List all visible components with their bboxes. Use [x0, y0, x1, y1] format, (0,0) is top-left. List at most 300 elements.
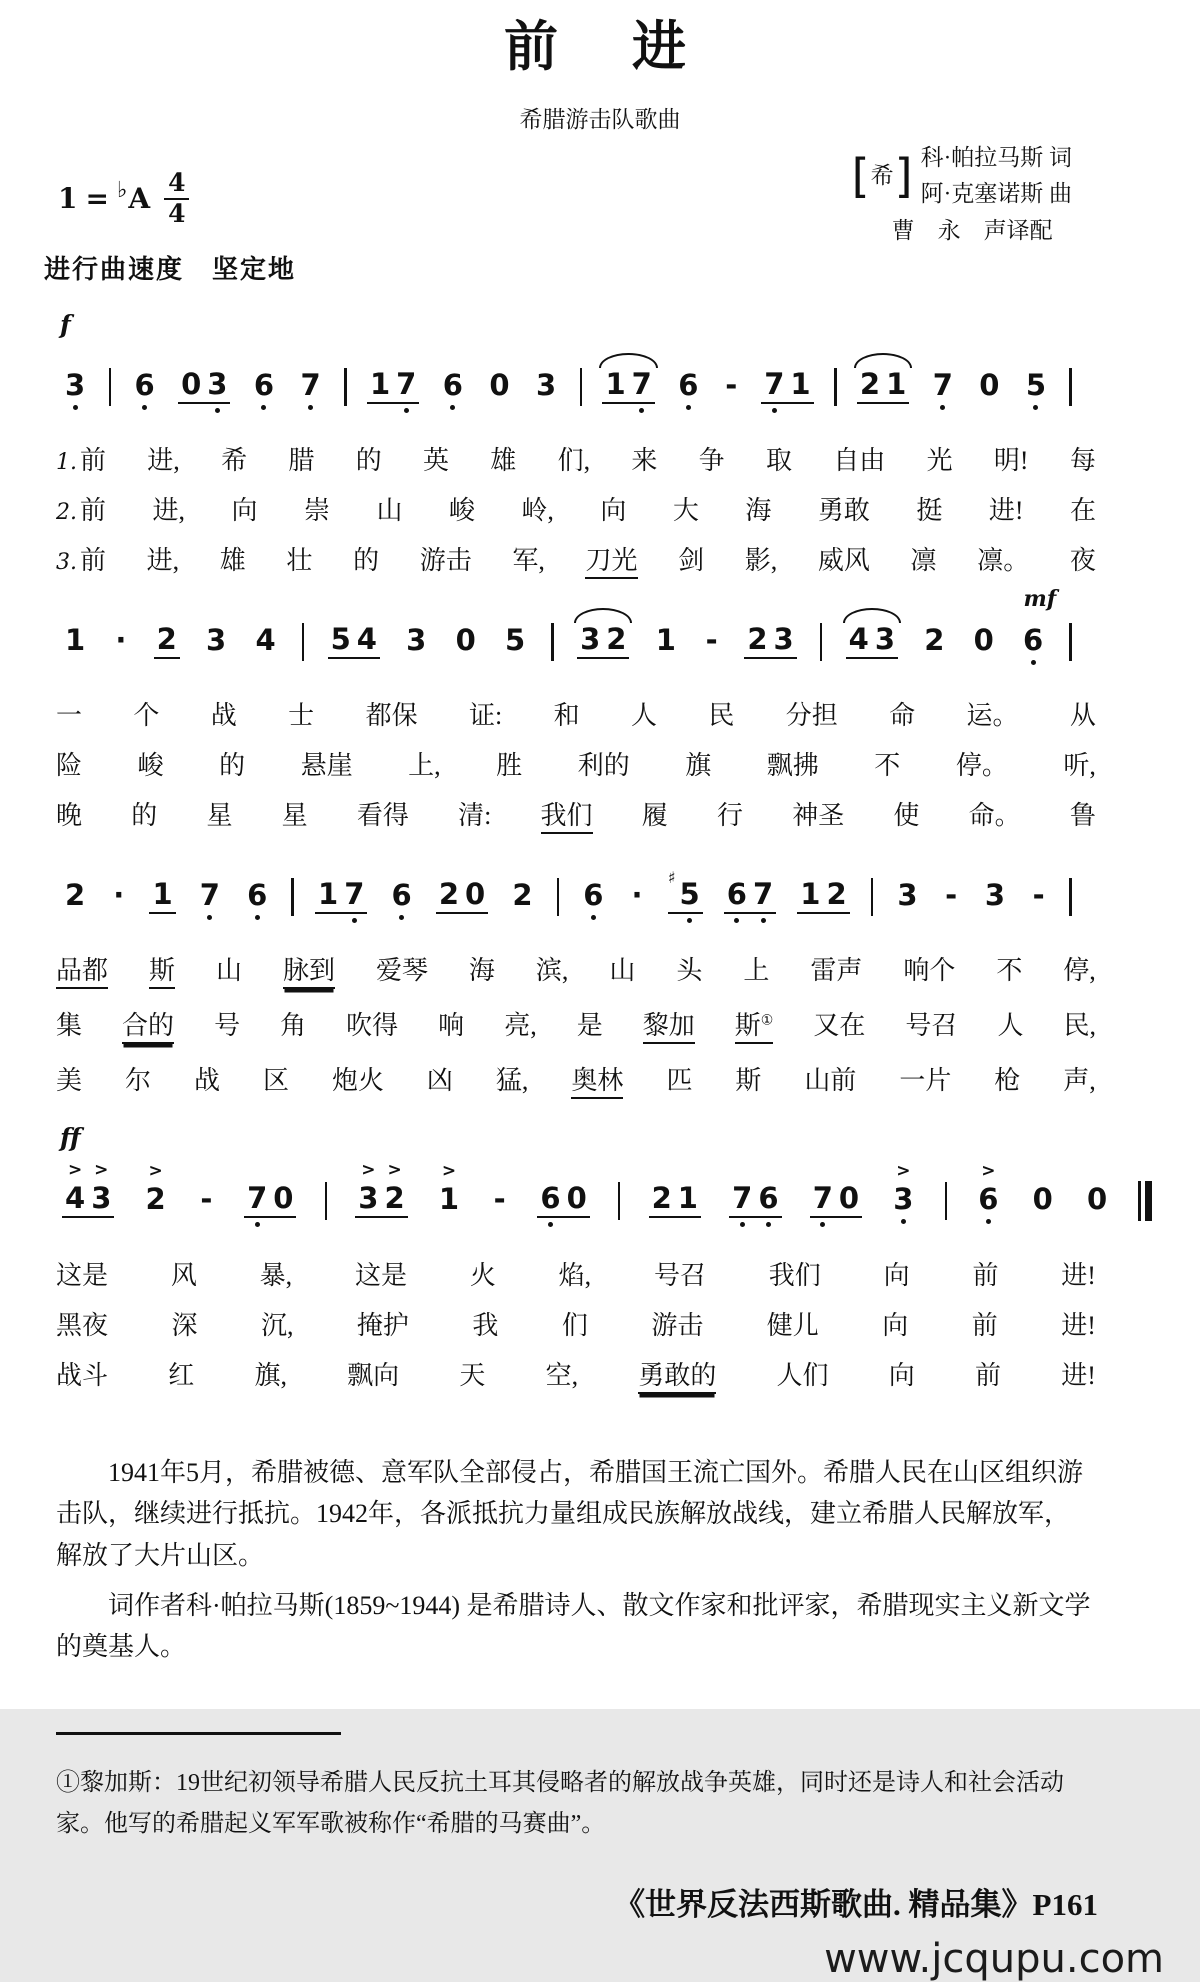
lyric-token: 游击	[651, 1310, 704, 1340]
lyric-token: 1. 前	[56, 445, 107, 475]
credit-main	[852, 140, 1072, 211]
octave-dot	[940, 405, 945, 410]
lyric-token: 勇敢的	[638, 1363, 716, 1394]
octave-dot	[1033, 405, 1038, 410]
key-equals: =	[85, 182, 109, 216]
octave-dot	[1031, 660, 1036, 665]
note: 2 3	[744, 625, 796, 659]
barline	[344, 368, 347, 406]
time-signature-beats: 4	[164, 170, 189, 199]
note: 7 1	[761, 370, 813, 404]
lyric-token: 个	[133, 700, 160, 730]
note: 7	[930, 371, 956, 403]
lyric-token: 胜	[496, 750, 523, 780]
lyric-token: 取	[765, 445, 792, 475]
note: 1 >	[438, 1160, 460, 1216]
dynamic-marking: f	[60, 309, 71, 339]
note: 6	[244, 881, 270, 913]
note: 7 6	[729, 1184, 781, 1218]
octave-dot	[399, 915, 404, 920]
lyric-token: 号召	[905, 1010, 958, 1040]
octave-dot	[255, 1222, 260, 1227]
lyric-token: 证:	[468, 700, 503, 730]
lyric-token: 旗	[685, 750, 712, 780]
note: 6 >	[975, 1185, 1001, 1217]
lyric-token: 凛	[910, 545, 937, 575]
note: 5	[504, 622, 526, 657]
notation-line	[0, 350, 1200, 424]
lyric-token: 我们	[541, 803, 593, 834]
note: 2 0	[436, 880, 488, 914]
lyric-token: 向	[600, 495, 627, 525]
verse-number: 2.	[56, 499, 77, 525]
lyric-token: 凛。	[977, 545, 1030, 575]
lyric-token: 山前	[804, 1065, 857, 1095]
barline	[871, 878, 874, 916]
lyric-token: 每	[1069, 445, 1096, 475]
rest-note: 0	[973, 622, 994, 657]
lyric-token: 声,	[1063, 1065, 1096, 1095]
page-title: 前 进	[504, 17, 696, 77]
lyric-token: 来	[631, 445, 658, 475]
lyric-line	[0, 700, 1200, 730]
barline	[1069, 368, 1072, 406]
note: ♯ 5	[668, 880, 703, 914]
note: 1 7	[315, 880, 367, 914]
barline	[1069, 878, 1072, 916]
lyric-token: 健儿	[766, 1310, 819, 1340]
note: 6	[440, 371, 466, 403]
barline	[551, 623, 554, 661]
lyric-token: 们,	[557, 445, 591, 475]
note: 3 >	[890, 1185, 916, 1217]
note: 4 3	[846, 625, 898, 659]
note: 0 3	[178, 370, 230, 404]
footnote-ref: ①	[760, 1013, 774, 1029]
lyric-token: 斯	[735, 1065, 762, 1095]
lyric-token: 影,	[744, 545, 778, 575]
lyric-token: 凶	[426, 1065, 453, 1095]
lyric-token: 斯	[149, 958, 175, 989]
lyric-token: 响个	[903, 955, 956, 985]
note: 4	[255, 622, 276, 657]
lyric-line	[0, 955, 1200, 989]
lyric-line	[0, 1260, 1200, 1290]
origin-label: 希	[870, 162, 894, 188]
lyric-token: 进!	[1061, 1310, 1096, 1340]
author-paragraph: 词作者科·帕拉马斯(1859~1944) 是希腊诗人、散文作家和批评家，希腊现实主义新文学的奠基人。	[56, 1590, 1091, 1662]
lyric-token: 匹	[666, 1065, 693, 1095]
lyric-token: 鲁	[1069, 800, 1096, 830]
lyric-token: 响	[438, 1010, 465, 1040]
lyric-token: 不	[874, 750, 901, 780]
note: 2 >	[145, 1160, 166, 1216]
lyric-token: 角	[280, 1010, 307, 1040]
note: 3	[897, 877, 918, 912]
dynamic-marking: ff	[60, 1122, 81, 1152]
lyric-token: 夜	[1069, 545, 1096, 575]
note: 3	[984, 877, 1005, 912]
lyric-token: 焰,	[558, 1260, 592, 1290]
song-subtitle: 希腊游击队歌曲	[519, 107, 681, 133]
lyric-token: 是	[576, 1010, 603, 1040]
note: 6	[389, 881, 415, 913]
music-system	[0, 310, 1200, 579]
lyric-token: 从	[1069, 700, 1096, 730]
lyric-token: 雷声	[810, 955, 863, 985]
lyric-token: 游击	[419, 545, 472, 575]
barline	[291, 878, 294, 916]
lyric-token: 清:	[458, 800, 492, 830]
barline	[109, 368, 112, 406]
notation-line	[0, 1159, 1200, 1239]
sharp-icon: ♯	[667, 867, 676, 887]
lyric-token: 战斗	[56, 1360, 109, 1390]
origin-bracket-open: [	[851, 148, 870, 203]
dash-note: -	[1032, 877, 1045, 912]
lyric-token: 区	[262, 1065, 289, 1095]
note: 5	[1023, 371, 1049, 403]
accent-mark: >	[981, 1160, 996, 1181]
lyric-token: 和	[553, 700, 580, 730]
music-notation	[0, 310, 1200, 1394]
lyric-line	[0, 800, 1200, 834]
lyric-token: 品都	[56, 958, 108, 989]
lyric-token: 进!	[988, 495, 1024, 525]
lyric-token: 战	[210, 700, 237, 730]
lyric-token: 风	[170, 1260, 197, 1290]
slur-arc	[574, 608, 632, 623]
slur-arc	[843, 608, 901, 623]
lyric-token: 人们	[776, 1360, 829, 1390]
note: 5 4	[328, 625, 380, 659]
lyric-token: 们	[561, 1310, 588, 1340]
lyricist-credit: 科·帕拉马斯 词	[920, 145, 1072, 170]
credits-block	[852, 140, 1072, 249]
lyric-token: 3. 前	[56, 545, 107, 575]
note: 6	[580, 881, 606, 913]
octave-dot	[207, 915, 212, 920]
lyric-token: 剑	[678, 545, 705, 575]
lyric-line	[0, 495, 1200, 525]
lyric-token: 前	[971, 1310, 998, 1340]
lyric-token: 的	[355, 445, 382, 475]
accent-mark: >	[94, 1159, 109, 1180]
lyric-token: 山	[376, 495, 403, 525]
lyric-token: 号召	[653, 1260, 706, 1290]
barline	[580, 368, 583, 406]
lyric-token: 飘拂	[766, 750, 819, 780]
lyric-token: 崇	[303, 495, 330, 525]
barline	[325, 1182, 328, 1220]
translator-credit: 曹 永 声译配	[891, 218, 1053, 244]
lyric-token: 掩护	[356, 1310, 409, 1340]
lyric-line	[0, 1310, 1200, 1340]
lyric-token: 又在	[813, 1010, 866, 1040]
note: 7 0	[810, 1184, 862, 1218]
lyric-token: 进,	[152, 495, 185, 525]
tempo-marking: 进行曲速度 坚定地	[44, 254, 297, 284]
lyric-token: 滨,	[535, 955, 569, 985]
lyric-token: 的	[131, 800, 158, 830]
rest-note: 0	[979, 367, 1000, 402]
lyric-token: 向	[231, 495, 258, 525]
note: 1	[65, 622, 86, 657]
music-system	[0, 860, 1200, 1099]
lyric-token: 向	[882, 1310, 909, 1340]
note: 7	[297, 371, 323, 403]
lyric-token: 威风	[817, 545, 870, 575]
note: 3 2	[577, 625, 629, 659]
lyric-token: 空,	[545, 1360, 579, 1390]
lyric-token: 人	[997, 1010, 1024, 1040]
dynamic-marking: mf	[1023, 585, 1057, 612]
barline	[302, 623, 305, 661]
lyric-token: 前	[972, 1260, 999, 1290]
dash-note: -	[725, 367, 738, 402]
barline	[834, 368, 837, 406]
lyric-token: 光	[926, 445, 953, 475]
octave-dot	[548, 1222, 553, 1227]
lyric-token: 我	[472, 1310, 499, 1340]
lyric-token: 黑夜	[56, 1310, 109, 1340]
lyric-token: 不	[996, 955, 1023, 985]
lyric-token: 命	[889, 700, 916, 730]
time-signature	[164, 170, 189, 227]
note: 7	[197, 881, 223, 913]
lyric-token: 进,	[146, 545, 180, 575]
lyric-token: 星	[281, 800, 308, 830]
lyric-token: 在	[1069, 495, 1096, 525]
note: 6	[132, 371, 158, 403]
lyric-token: 吹得	[346, 1010, 399, 1040]
octave-dot	[740, 1222, 745, 1227]
octave-dot	[591, 915, 596, 920]
augmentation-dot: ·	[631, 877, 643, 912]
lyric-line	[0, 1010, 1200, 1044]
octave-dot	[255, 915, 260, 920]
notation-line	[0, 585, 1200, 679]
lyric-token: 英	[422, 445, 449, 475]
lyric-token: 神圣	[792, 800, 845, 830]
lyric-token: 看得	[356, 800, 409, 830]
footnote-rule	[56, 1732, 341, 1736]
lyric-token: 使	[893, 800, 920, 830]
lyric-line	[0, 1065, 1200, 1099]
note: 3 > 2 >	[355, 1184, 407, 1218]
lyric-token: 号	[214, 1010, 241, 1040]
lyric-token: 星	[206, 800, 233, 830]
lyric-token: 分担	[785, 700, 838, 730]
lyric-line	[0, 1360, 1200, 1394]
lyric-token: 希	[221, 445, 248, 475]
note: 6	[675, 371, 701, 403]
accent-mark: >	[896, 1160, 911, 1181]
key-letter: A	[128, 182, 151, 216]
accent-mark: >	[441, 1160, 457, 1181]
octave-dot	[639, 408, 644, 413]
accent-mark: >	[361, 1159, 376, 1180]
lyric-token: 火	[469, 1260, 496, 1290]
note: 1 2	[797, 880, 849, 914]
flat-icon: ♭	[116, 176, 128, 203]
lyric-token: 运。	[966, 700, 1019, 730]
lyric-token: 合的	[122, 1013, 174, 1044]
lyric-token: 悬崖	[300, 750, 353, 780]
lyric-token: 斯①	[735, 1013, 774, 1044]
lyric-token: 晚	[56, 800, 83, 830]
lyric-token: 命。	[968, 800, 1021, 830]
note: 3	[406, 622, 427, 657]
lyric-token: 刀光	[585, 548, 637, 579]
lyric-token: 明!	[993, 445, 1029, 475]
lyric-token: 向	[883, 1260, 910, 1290]
rest-note: 0	[1086, 1181, 1108, 1216]
note: 1 7	[367, 370, 419, 404]
lyric-token: 奥林	[571, 1068, 623, 1099]
verse-number: 3.	[56, 549, 77, 575]
lyric-token: 一片	[899, 1065, 952, 1095]
lyric-token: 深	[171, 1310, 198, 1340]
lyric-token: 大	[672, 495, 699, 525]
lyric-token: 头	[676, 955, 703, 985]
octave-dot	[404, 408, 409, 413]
notation-line	[0, 860, 1200, 934]
lyric-token: 海	[468, 955, 495, 985]
dash-note: -	[200, 1181, 213, 1216]
octave-dot	[687, 918, 692, 923]
note: 3	[62, 371, 88, 403]
music-system	[0, 1123, 1200, 1394]
note: 6	[251, 371, 277, 403]
lyric-token: 利的	[577, 750, 630, 780]
lyric-token: 进!	[1061, 1360, 1096, 1390]
note: 7 0	[244, 1184, 296, 1218]
slur-arc	[854, 353, 912, 368]
lyric-token: 勇敢	[817, 495, 870, 525]
octave-dot	[450, 405, 455, 410]
lyric-token: 听,	[1063, 750, 1096, 780]
note: 1	[655, 622, 676, 657]
lyric-token: 争	[698, 445, 725, 475]
lyric-token: 飘向	[347, 1360, 400, 1390]
octave-dot	[73, 405, 78, 410]
lyric-token: 枪	[994, 1065, 1021, 1095]
lyric-token: 爱琴	[375, 955, 428, 985]
accent-mark: >	[148, 1160, 163, 1181]
accent-mark: >	[387, 1159, 402, 1180]
lyric-line	[0, 750, 1200, 780]
note: 3	[206, 622, 227, 657]
lyric-token: 腊	[288, 445, 315, 475]
lyric-token: 险	[56, 750, 83, 780]
note: 6 7	[724, 880, 776, 914]
lyric-token: 天	[459, 1360, 486, 1390]
barline	[945, 1182, 948, 1220]
lyric-token: 峻	[448, 495, 475, 525]
lyric-line	[0, 445, 1200, 475]
key-tonic: 1	[58, 182, 78, 216]
note: 2	[512, 877, 533, 912]
rest-note: 0	[455, 622, 476, 657]
lyric-token: 美	[56, 1065, 83, 1095]
augmentation-dot: ·	[113, 877, 125, 912]
octave-dot	[142, 405, 147, 410]
octave-dot	[308, 405, 313, 410]
lyric-token: 脉到	[283, 958, 335, 989]
lyric-token: 民,	[1063, 1010, 1096, 1040]
note: 2 1	[857, 370, 909, 404]
octave-dot	[215, 408, 220, 413]
lyric-token: 停。	[955, 750, 1008, 780]
octave-dot	[261, 405, 266, 410]
accent-mark: >	[67, 1159, 83, 1180]
lyric-token: 暴,	[259, 1260, 293, 1290]
barline	[820, 623, 823, 661]
octave-dot	[820, 1222, 825, 1227]
dash-note: -	[705, 622, 718, 657]
watermark-url: www.jcqupu.com	[824, 1935, 1164, 1982]
verse-number: 1.	[56, 449, 77, 475]
lyric-token: 壮	[286, 545, 313, 575]
lyric-token: 沉,	[260, 1310, 294, 1340]
lyric-token: 亮,	[504, 1010, 537, 1040]
octave-dot	[772, 408, 777, 413]
lyric-token: 向	[888, 1360, 915, 1390]
lyric-token: 自由	[833, 445, 886, 475]
lyric-token: 猛,	[495, 1065, 529, 1095]
lyric-token: 集	[56, 1010, 83, 1040]
lyric-token: 海	[745, 495, 772, 525]
lyric-token: 战	[193, 1065, 220, 1095]
note: 3	[535, 367, 557, 402]
lyric-token: 山	[609, 955, 636, 985]
note: 1	[149, 880, 175, 914]
note: 2 1	[649, 1184, 701, 1218]
octave-dot	[766, 1222, 771, 1227]
note: 6 0	[537, 1184, 589, 1218]
barline	[557, 878, 560, 916]
octave-dot	[352, 918, 357, 923]
augmentation-dot: ·	[115, 622, 127, 657]
source-citation: 《世界反法西斯歌曲. 精品集》P161	[614, 1886, 1098, 1922]
lyric-token: 上	[743, 955, 770, 985]
lyric-token: 这是	[56, 1260, 109, 1290]
lyric-token: 这是	[354, 1260, 407, 1290]
rest-note: 0	[1032, 1181, 1053, 1216]
lyric-token: 行	[716, 800, 743, 830]
note: 2	[924, 622, 945, 657]
lyric-token: 上,	[408, 750, 441, 780]
lyric-line	[0, 545, 1200, 579]
lyric-token: 的	[353, 545, 380, 575]
octave-dot	[901, 1219, 906, 1224]
lyric-token: 红	[168, 1360, 195, 1390]
octave-dot	[734, 918, 739, 923]
lyric-token: 黎加	[643, 1013, 695, 1044]
barline	[618, 1182, 621, 1220]
song-notes	[56, 1452, 1092, 1668]
lyric-token: 履	[641, 800, 668, 830]
lyric-token: 都保	[365, 700, 418, 730]
slur-arc	[599, 353, 657, 368]
note: mf 6	[1020, 626, 1046, 658]
lyric-token: 峻	[137, 750, 164, 780]
history-paragraph: 1941年5月，希腊被德、意军队全部侵占，希腊国王流亡国外。希腊人民在山区组织游击队，继续进行抵抗。1942年，各派抵抗力量组成民族解放战线，建立希腊人民解放军，解放了大片山区。	[56, 1457, 1084, 1571]
lyric-token: 炮火	[331, 1065, 384, 1095]
time-signature-unit: 4	[168, 198, 186, 228]
lyric-token: 我们	[768, 1260, 821, 1290]
